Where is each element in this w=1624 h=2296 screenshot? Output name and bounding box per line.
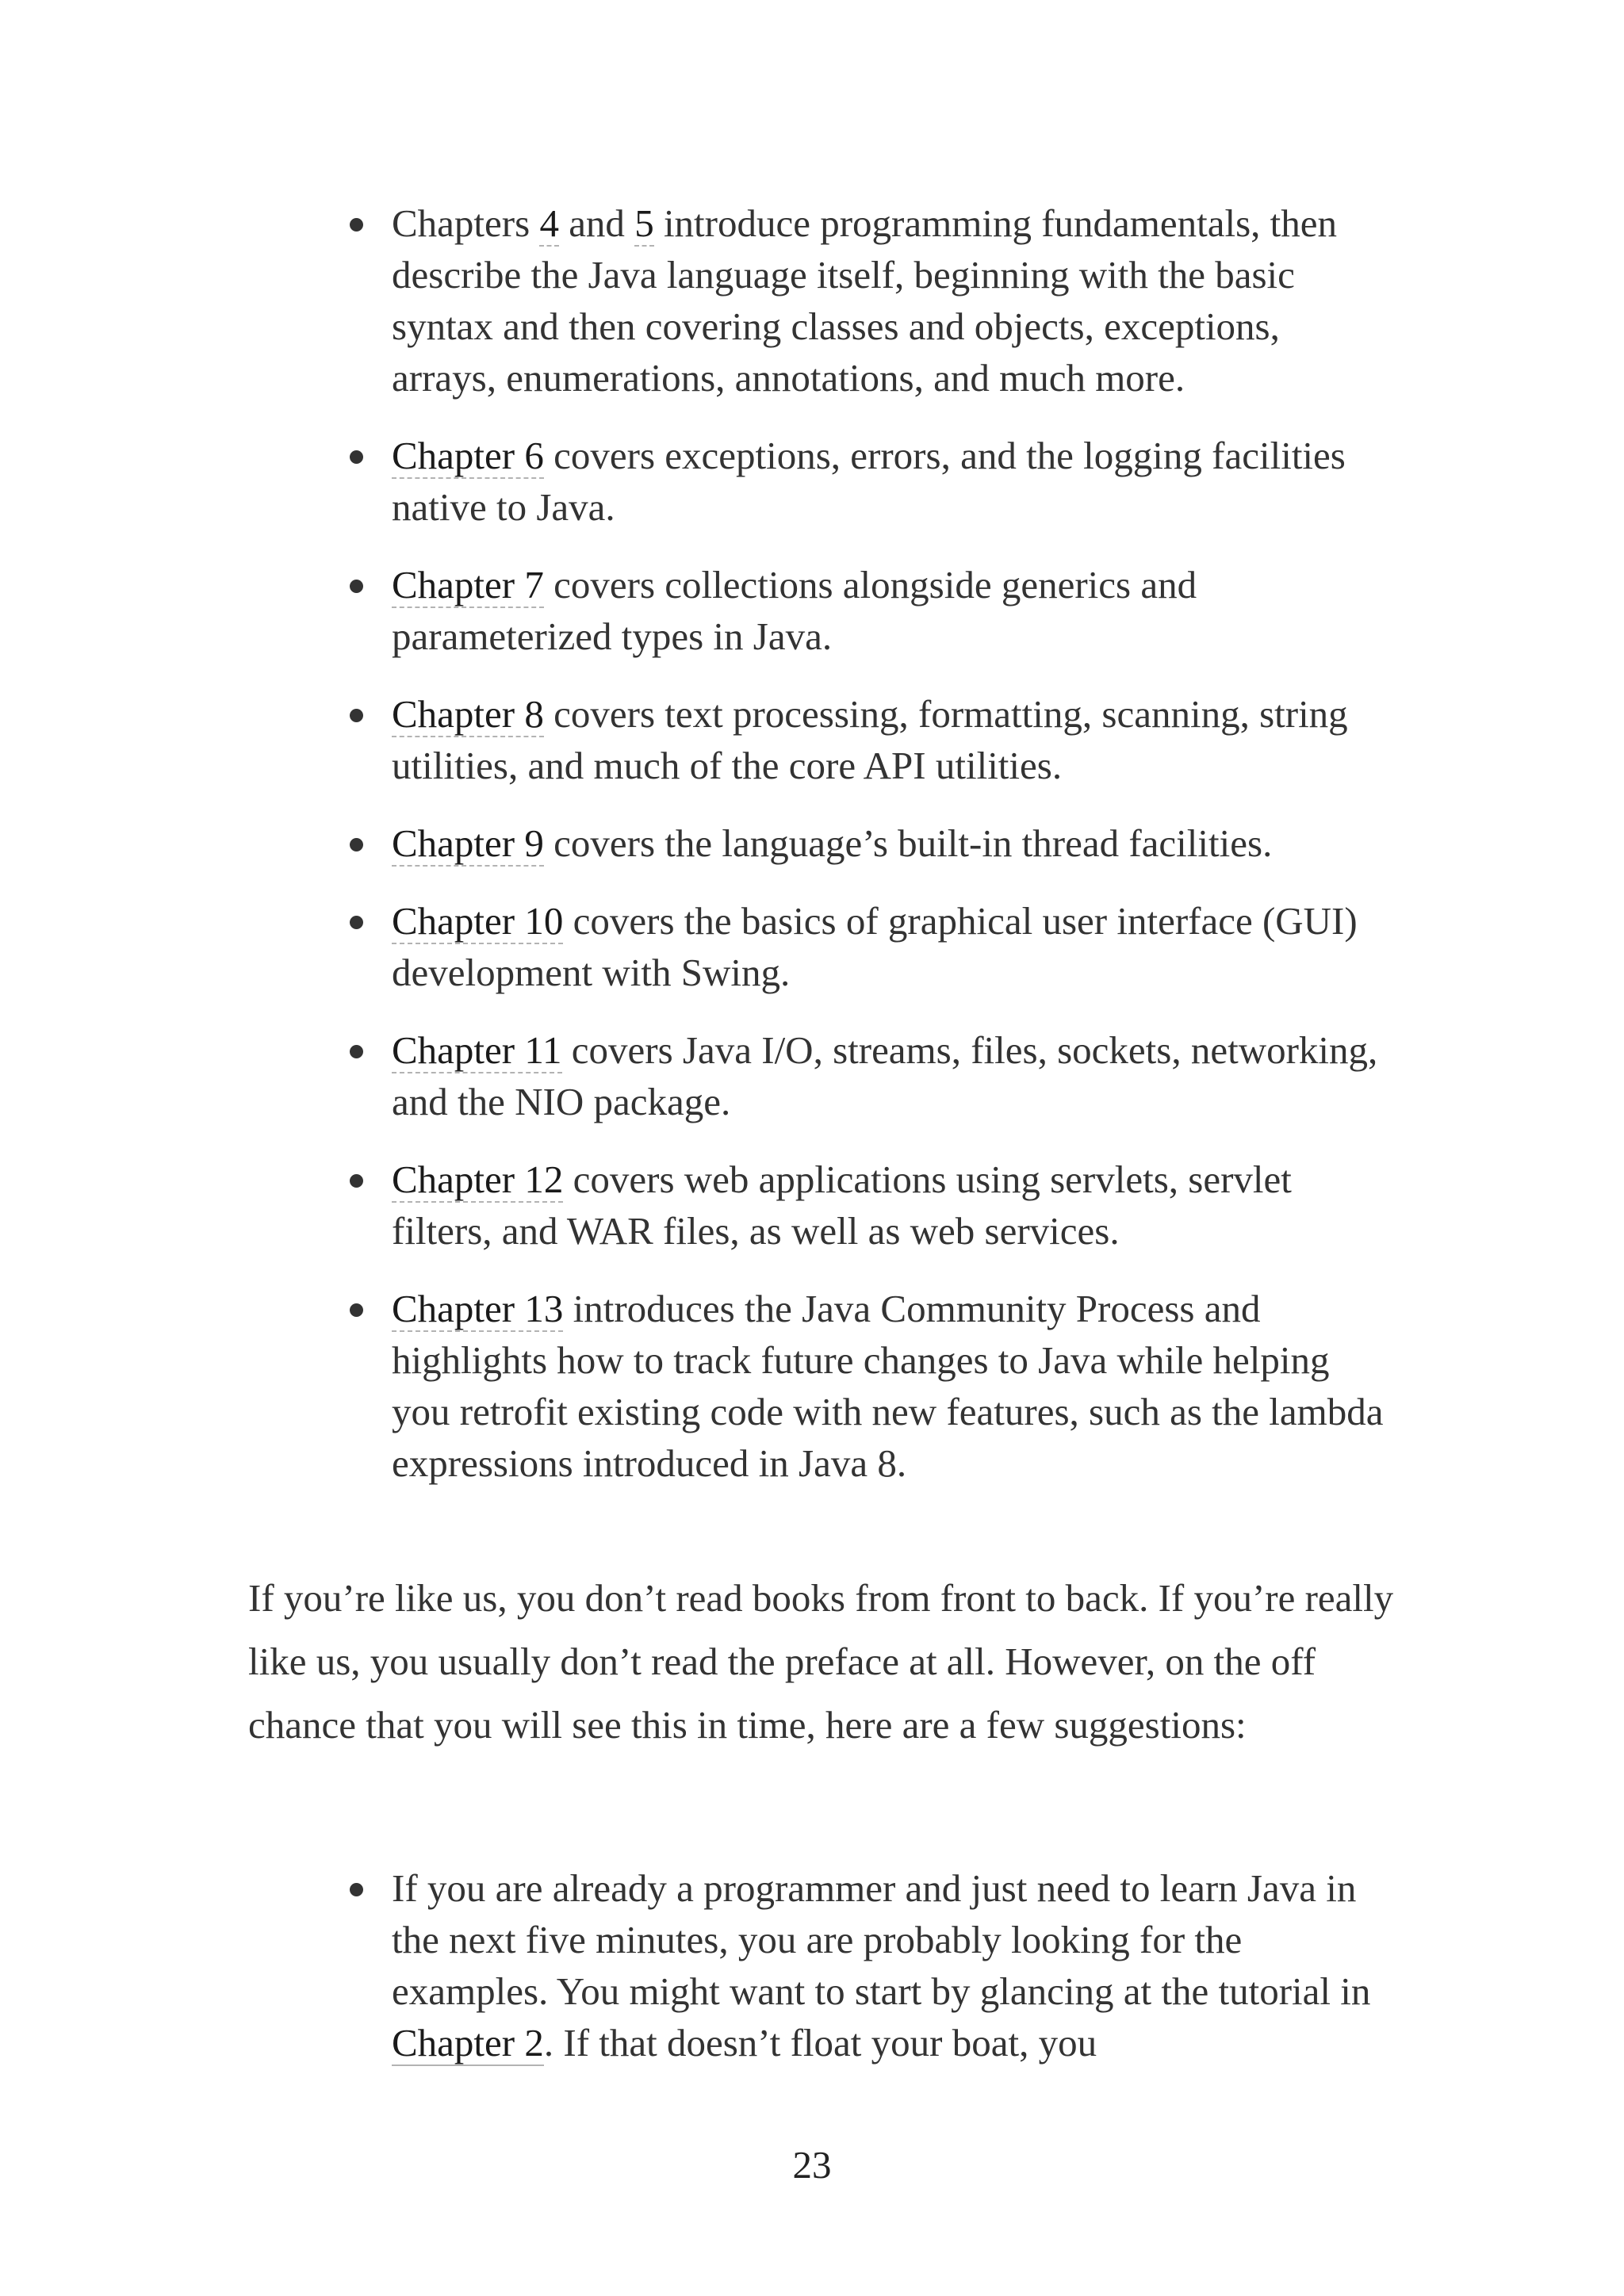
list-item	[392, 1283, 1391, 1489]
list-item-text: . If that doesn’t float your boat, you	[543, 2021, 1097, 2064]
chapter-7-link[interactable]: Chapter 7	[392, 563, 544, 607]
list-item-text: introduce programming fundamentals, then describe the Java language itself, beginning with the basic syntax and then covering classes and objects, exceptions, arrays, enumerations, annotations, and much more.	[392, 201, 1338, 400]
chapter-2-link[interactable]: Chapter 2	[392, 2021, 544, 2064]
chapter-10-link[interactable]: Chapter 10	[392, 899, 564, 943]
list-item	[392, 895, 1391, 998]
chapter-6-link[interactable]: Chapter 6	[392, 434, 544, 477]
bullet-icon	[350, 916, 363, 929]
chapter-11-link[interactable]: Chapter 11	[392, 1028, 562, 1072]
list-item-text: covers web applications using servlets, servlet filters, and WAR files, as well as web services.	[392, 1158, 1292, 1253]
list-item-text: covers the language’s built-in thread facilities.	[543, 821, 1273, 865]
list-item	[392, 197, 1391, 404]
bullet-icon	[350, 709, 363, 722]
list-item-text: covers collections alongside generics and parameterized types in Java.	[392, 563, 1197, 658]
bullet-icon	[350, 580, 363, 593]
chapter-5-link[interactable]: 5	[634, 201, 654, 245]
list-item	[392, 688, 1391, 791]
page-number: 23	[792, 2143, 832, 2187]
list-item	[392, 559, 1391, 662]
list-item	[392, 430, 1391, 533]
chapter-12-link[interactable]: Chapter 12	[392, 1158, 564, 1201]
list-item-text: introduces the Java Community Process and highlights how to track future changes to Java while helping you retrofit existing code with new features, such as the lambda expressions introduced in Java 8.	[392, 1287, 1384, 1485]
chapter-9-link[interactable]: Chapter 9	[392, 821, 544, 865]
bullet-icon	[350, 218, 363, 232]
chapter-4-link[interactable]: 4	[539, 201, 559, 245]
list-item-text: Chapters	[392, 201, 540, 245]
bullet-icon	[350, 450, 363, 464]
body-paragraph: If you’re like us, you don’t read books from front to back. If you’re really like us, you usually don’t read the preface at all. However, on the off chance that you will see this in time, here are a few suggestions:	[248, 1576, 1394, 1747]
list-item-text: covers exceptions, errors, and the logging facilities native to Java.	[392, 434, 1346, 529]
bullet-icon	[350, 1883, 363, 1896]
list-item-text: covers Java I/O, streams, files, sockets, networking, and the NIO package.	[392, 1028, 1378, 1123]
chapter-8-link[interactable]: Chapter 8	[392, 692, 544, 736]
list-item-text: If you are already a programmer and just need to learn Java in the next five minutes, you are probably looking for the examples. You might want to start by glancing at the tutorial in	[392, 1866, 1371, 2013]
list-item	[392, 1024, 1391, 1127]
list-item	[392, 1154, 1391, 1257]
bullet-icon	[350, 1174, 363, 1188]
bullet-icon	[350, 1045, 363, 1058]
suggestion-list	[392, 1862, 1391, 2095]
list-item-text: and	[558, 201, 635, 245]
chapter-list	[392, 197, 1391, 1515]
list-item	[392, 817, 1391, 869]
list-item-text: covers the basics of graphical user interface (GUI) development with Swing.	[392, 899, 1358, 994]
list-item	[392, 1862, 1391, 2068]
bullet-icon	[350, 838, 363, 851]
bullet-icon	[350, 1303, 363, 1317]
list-item-text: covers text processing, formatting, scanning, string utilities, and much of the core API utilities.	[392, 692, 1348, 787]
chapter-13-link[interactable]: Chapter 13	[392, 1287, 564, 1330]
